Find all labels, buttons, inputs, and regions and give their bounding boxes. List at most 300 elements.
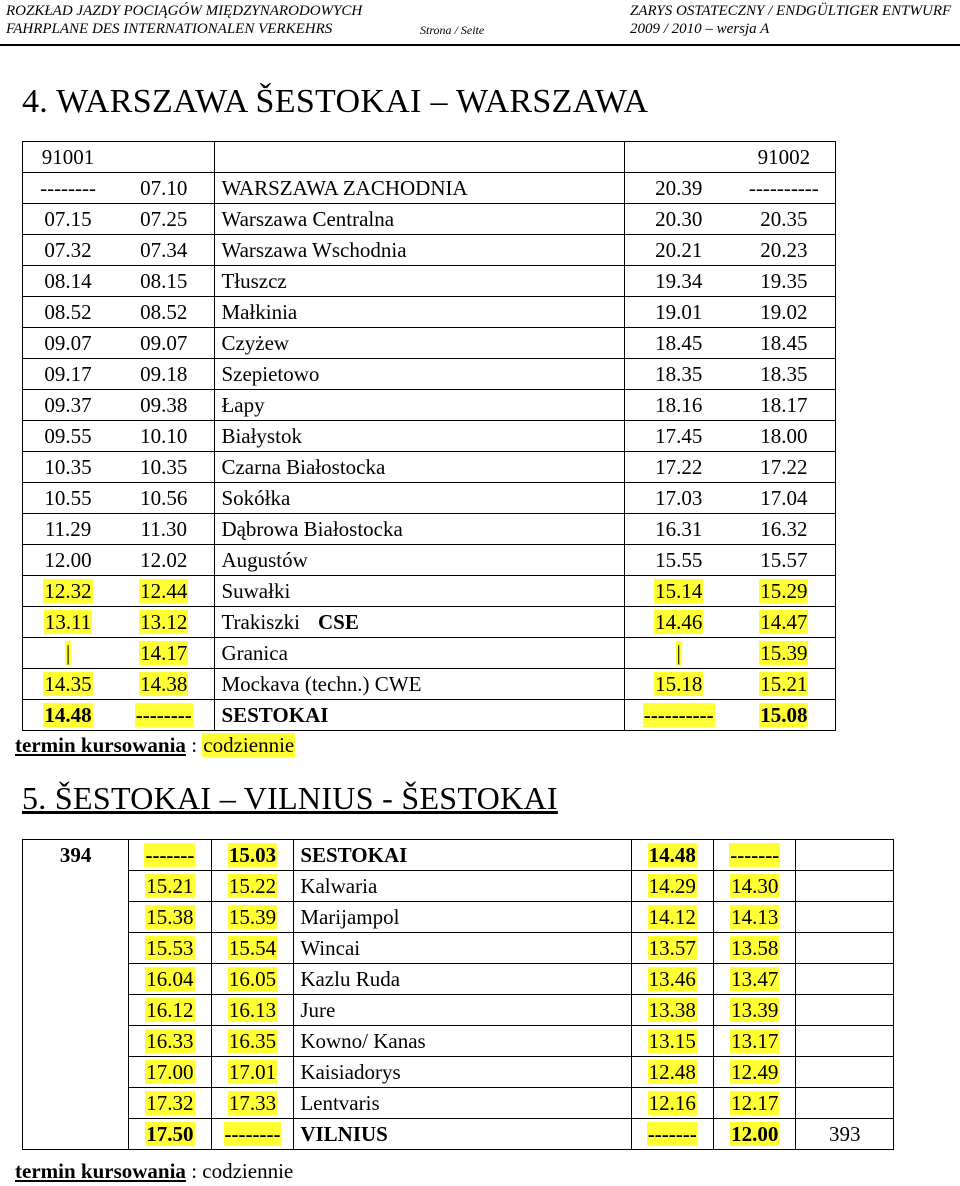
train-number-right: [796, 1119, 894, 1150]
empty-cell: [624, 142, 732, 173]
time-cell: [624, 328, 732, 359]
time-cell: [113, 576, 215, 607]
time-cell: [113, 483, 215, 514]
empty-cell: [23, 1119, 129, 1150]
time-cell: [113, 328, 215, 359]
station-cell-text: Kaisiadorys: [300, 1060, 401, 1084]
time-cell-text: --------: [224, 1122, 281, 1146]
time-cell-text: 15.08: [760, 703, 808, 727]
station-cell: [215, 545, 624, 576]
service-days-note: [15, 733, 295, 758]
empty-cell: [23, 933, 129, 964]
time-cell-text: 10.56: [140, 486, 188, 510]
time-cell-text: 10.55: [44, 486, 92, 510]
time-cell: [23, 173, 114, 204]
time-cell-text: 16.13: [228, 998, 277, 1022]
time-cell: [23, 235, 114, 266]
time-cell-text: 15.53: [146, 936, 194, 960]
time-cell-text: 19.02: [760, 300, 808, 324]
table-row: [23, 266, 836, 297]
time-cell-text: 12.17: [731, 1091, 779, 1115]
time-cell-text: --------: [135, 703, 192, 727]
time-cell: [624, 235, 732, 266]
time-cell: [113, 638, 215, 669]
header-status: ZARYS OSTATECZNY / ENDGÜLTIGER ENTWURF: [630, 3, 952, 19]
station-cell-text: Jure: [300, 998, 336, 1022]
time-cell-text: 18.16: [655, 393, 703, 417]
time-cell: [631, 1088, 713, 1119]
time-cell-text: 16.12: [146, 998, 194, 1022]
station-cell: [215, 266, 624, 297]
station-cell-text: Kowno/ Kanas: [300, 1029, 426, 1053]
time-cell: [714, 1088, 796, 1119]
time-cell-text: 09.55: [44, 424, 92, 448]
station-cell-text: WARSZAWA ZACHODNIA: [221, 176, 468, 200]
station-cell: [215, 452, 624, 483]
time-cell-text: 10.35: [140, 455, 188, 479]
time-cell-text: 13.17: [731, 1029, 779, 1053]
time-cell: [113, 173, 215, 204]
time-cell: [624, 452, 732, 483]
time-cell: [631, 1119, 713, 1150]
empty-cell: [23, 1057, 129, 1088]
time-cell-text: 07.34: [140, 238, 188, 262]
time-cell: [733, 235, 836, 266]
time-cell: [714, 902, 796, 933]
time-cell-text: 16.04: [146, 967, 194, 991]
empty-cell: [23, 964, 129, 995]
time-cell-text: 15.39: [760, 641, 808, 665]
time-cell-text: 16.31: [655, 517, 703, 541]
time-cell-text: -------: [730, 843, 780, 867]
station-cell: [294, 1119, 631, 1150]
station-cell-text: Czarna Białostocka: [221, 455, 386, 479]
station-cell: [294, 964, 631, 995]
time-cell: [113, 607, 215, 638]
station-cell-text: Augustów: [221, 548, 308, 572]
time-cell: [631, 995, 713, 1026]
time-cell-text: 09.38: [140, 393, 188, 417]
time-cell-text: 18.45: [760, 331, 808, 355]
section-title-5: 5. ŠESTOKAI – VILNIUS - ŠESTOKAI: [22, 780, 558, 816]
time-cell: [23, 607, 114, 638]
time-cell-text: 14.12: [648, 905, 696, 929]
time-cell-text: 08.14: [44, 269, 92, 293]
table-row: [23, 359, 836, 390]
time-cell: [113, 514, 215, 545]
time-cell-text: --------: [40, 176, 97, 200]
train-number-left: [23, 142, 114, 173]
time-cell: [631, 1026, 713, 1057]
time-cell-text: 17.00: [146, 1060, 194, 1084]
time-cell: [714, 840, 796, 871]
time-cell: [23, 514, 114, 545]
time-cell-text: 12.48: [648, 1060, 696, 1084]
station-cell: [215, 173, 624, 204]
table-row: [23, 871, 894, 902]
station-cell: [294, 1026, 631, 1057]
table-row: [23, 204, 836, 235]
station-cell-text: Sokółka: [221, 486, 291, 510]
table-row: [23, 483, 836, 514]
time-cell-text: -------: [145, 843, 195, 867]
time-cell-text: 15.29: [760, 579, 808, 603]
table-row: [23, 421, 836, 452]
time-cell-text: 15.55: [655, 548, 703, 572]
empty-cell: [796, 1026, 894, 1057]
station-cell: [215, 700, 624, 731]
empty-cell: [796, 871, 894, 902]
time-cell: [129, 933, 211, 964]
time-cell: [631, 902, 713, 933]
time-cell-text: 15.18: [655, 672, 703, 696]
table-row: [23, 700, 836, 731]
time-cell: [624, 266, 732, 297]
time-cell-text: 13.15: [648, 1029, 696, 1053]
time-cell-text: 14.29: [648, 874, 696, 898]
time-cell-text: 07.10: [140, 176, 188, 200]
time-cell: [211, 840, 294, 871]
table-row: [23, 452, 836, 483]
time-cell: [211, 995, 294, 1026]
time-cell-text: 19.34: [655, 269, 703, 293]
time-cell-text: 14.30: [731, 874, 779, 898]
table-row: [23, 933, 894, 964]
time-cell: [211, 871, 294, 902]
time-cell: [733, 452, 836, 483]
time-cell-text: 08.15: [140, 269, 188, 293]
header-title-pl: ROZKŁAD JAZDY POCIĄGÓW MIĘDZYNARODOWYCH: [6, 3, 363, 19]
station-cell: [215, 421, 624, 452]
time-cell: [113, 235, 215, 266]
time-cell: [211, 933, 294, 964]
time-cell-text: 19.35: [760, 269, 808, 293]
time-cell: [23, 421, 114, 452]
time-cell-text: 18.45: [655, 331, 703, 355]
time-cell-text: ----------: [643, 703, 714, 727]
table-row: [23, 1119, 894, 1150]
time-cell-text: 13.46: [648, 967, 696, 991]
time-cell-text: 14.13: [731, 905, 779, 929]
station-cell-text: Dąbrowa Białostocka: [221, 517, 403, 541]
time-cell: [624, 390, 732, 421]
time-cell-text: 17.33: [228, 1091, 277, 1115]
time-cell: [211, 902, 294, 933]
service-days-label: termin kursowania: [15, 733, 186, 757]
table-row: [23, 328, 836, 359]
time-cell: [113, 421, 215, 452]
table-row: [23, 235, 836, 266]
station-cell: [215, 204, 624, 235]
empty-cell: [796, 840, 894, 871]
empty-cell: [796, 933, 894, 964]
time-cell: [129, 1057, 211, 1088]
station-cell-text: Lentvaris: [300, 1091, 380, 1115]
section-title-4: 4. WARSZAWA ŠESTOKAI – WARSZAWA: [22, 83, 649, 120]
time-cell: [129, 995, 211, 1026]
empty-cell: [796, 995, 894, 1026]
time-cell: [733, 359, 836, 390]
time-cell: [624, 638, 732, 669]
time-cell: [733, 669, 836, 700]
train-number-left-text: 91001: [41, 145, 95, 169]
time-cell: [23, 669, 114, 700]
time-cell-text: 09.07: [44, 331, 92, 355]
time-cell: [113, 452, 215, 483]
empty-cell: [796, 1088, 894, 1119]
time-cell-text: 13.47: [731, 967, 779, 991]
station-cell: [215, 483, 624, 514]
train-number-row: [23, 142, 836, 173]
time-cell-text: 15.14: [655, 579, 703, 603]
time-cell-text: 20.35: [760, 207, 808, 231]
table-row: [23, 390, 836, 421]
time-cell-text: 18.35: [760, 362, 808, 386]
empty-cell: [113, 142, 215, 173]
time-cell: [631, 840, 713, 871]
time-cell: [714, 933, 796, 964]
station-cell-text: Trakiszki: [221, 610, 301, 634]
time-cell-text: 13.12: [140, 610, 188, 634]
time-cell: [113, 700, 215, 731]
time-cell-text: ----------: [748, 176, 819, 200]
border-code: CSE: [318, 610, 359, 634]
time-cell: [733, 204, 836, 235]
time-cell-text: 17.04: [760, 486, 808, 510]
station-cell-text: Białystok: [221, 424, 302, 448]
table-row: [23, 669, 836, 700]
empty-cell: [796, 1057, 894, 1088]
station-cell: [294, 871, 631, 902]
station-cell-text: Suwałki: [221, 579, 291, 603]
time-cell: [624, 545, 732, 576]
time-cell-text: 12.00: [731, 1122, 779, 1146]
time-cell: [714, 1119, 796, 1150]
time-cell: [624, 483, 732, 514]
station-cell-text: Marijampol: [300, 905, 400, 929]
train-number-left: [23, 840, 129, 871]
service-days-sep: :: [185, 733, 203, 757]
time-cell: [624, 669, 732, 700]
station-cell-text: Kazlu Ruda: [300, 967, 401, 991]
empty-cell: [23, 902, 129, 933]
time-cell-text: 17.22: [655, 455, 703, 479]
station-cell-text: SESTOKAI: [221, 703, 329, 727]
time-cell-text: 13.39: [731, 998, 779, 1022]
time-cell: [129, 871, 211, 902]
time-cell: [113, 390, 215, 421]
time-cell-text: 15.54: [228, 936, 277, 960]
station-cell-text: Mockava (techn.) CWE: [221, 672, 422, 696]
time-cell: [211, 1119, 294, 1150]
service-days-note-2: [15, 1159, 293, 1184]
table-row: [23, 902, 894, 933]
time-cell-text: 12.44: [140, 579, 188, 603]
time-cell: [211, 1088, 294, 1119]
time-cell: [113, 266, 215, 297]
time-cell-text: 15.03: [228, 843, 277, 867]
time-cell: [129, 902, 211, 933]
time-cell: [733, 266, 836, 297]
time-cell: [624, 421, 732, 452]
train-number-left-text: 394: [59, 843, 92, 868]
time-cell: [113, 297, 215, 328]
time-cell: [113, 545, 215, 576]
time-cell-text: 18.17: [760, 393, 808, 417]
time-cell-text: 14.46: [655, 610, 703, 634]
time-cell: [129, 1119, 211, 1150]
station-cell-text: Małkinia: [221, 300, 298, 324]
time-cell-text: 14.48: [44, 703, 92, 727]
time-cell: [211, 1057, 294, 1088]
station-cell: [215, 359, 624, 390]
service-days-value: codziennie: [203, 733, 295, 757]
time-cell: [624, 359, 732, 390]
service-days-sep: :: [185, 1159, 203, 1183]
station-cell-text: SESTOKAI: [300, 843, 408, 867]
time-cell: [733, 297, 836, 328]
time-cell-text: 13.11: [44, 610, 92, 634]
time-cell: [714, 964, 796, 995]
station-cell: [215, 607, 624, 638]
station-cell-text: Łapy: [221, 393, 265, 417]
time-cell: [631, 964, 713, 995]
table-row: [23, 514, 836, 545]
time-cell-text: 09.18: [140, 362, 188, 386]
table-row: [23, 840, 894, 871]
table-row: [23, 607, 836, 638]
time-cell-text: 16.33: [146, 1029, 194, 1053]
station-cell: [215, 514, 624, 545]
timetable-warszawa-sestokai: [22, 141, 836, 731]
time-cell: [113, 669, 215, 700]
time-cell-text: 16.35: [228, 1029, 277, 1053]
table-row: [23, 1026, 894, 1057]
station-cell: [294, 902, 631, 933]
time-cell: [631, 933, 713, 964]
time-cell-text: 12.00: [44, 548, 92, 572]
time-cell-text: 20.21: [655, 238, 703, 262]
time-cell-text: 09.07: [140, 331, 188, 355]
service-days-label: termin kursowania: [15, 1159, 186, 1183]
station-cell: [215, 390, 624, 421]
time-cell: [23, 328, 114, 359]
time-cell-text: 11.29: [44, 517, 92, 541]
station-cell: [294, 995, 631, 1026]
time-cell-text: 10.35: [44, 455, 92, 479]
time-cell: [23, 700, 114, 731]
time-cell-text: 13.58: [731, 936, 779, 960]
time-cell: [733, 421, 836, 452]
time-cell-text: 19.01: [655, 300, 703, 324]
time-cell: [211, 1026, 294, 1057]
time-cell: [129, 1088, 211, 1119]
station-cell-text: Tłuszcz: [221, 269, 287, 293]
station-cell: [294, 840, 631, 871]
time-cell: [733, 173, 836, 204]
station-cell: [215, 297, 624, 328]
time-cell: [129, 840, 211, 871]
station-cell-text: Wincai: [300, 936, 361, 960]
time-cell: [733, 638, 836, 669]
time-cell-text: 14.17: [140, 641, 188, 665]
table-row: [23, 638, 836, 669]
time-cell: [714, 1026, 796, 1057]
time-cell: [624, 204, 732, 235]
table-row: [23, 964, 894, 995]
station-cell: [215, 669, 624, 700]
service-days-value: codziennie: [202, 1159, 294, 1183]
station-cell-text: Warszawa Wschodnia: [221, 238, 407, 262]
empty-cell: [796, 902, 894, 933]
time-cell: [23, 266, 114, 297]
time-cell: [624, 607, 732, 638]
time-cell: [129, 1026, 211, 1057]
station-cell: [294, 933, 631, 964]
time-cell-text: 14.48: [648, 843, 696, 867]
station-cell: [294, 1057, 631, 1088]
time-cell-text: 12.16: [648, 1091, 696, 1115]
time-cell-text: 15.57: [760, 548, 808, 572]
time-cell-text: 15.21: [760, 672, 808, 696]
empty-cell: [215, 142, 624, 173]
time-cell: [624, 576, 732, 607]
time-cell-text: 14.38: [140, 672, 188, 696]
time-cell: [733, 390, 836, 421]
station-cell: [215, 328, 624, 359]
header-title-de: FAHRPLANE DES INTERNATIONALEN VERKEHRS: [6, 21, 333, 37]
train-number-right: [733, 142, 836, 173]
page-header: [0, 0, 960, 46]
empty-cell: [23, 871, 129, 902]
time-cell-text: -------: [647, 1122, 697, 1146]
time-cell-text: 16.32: [760, 517, 808, 541]
empty-cell: [23, 995, 129, 1026]
time-cell-text: |: [676, 641, 681, 665]
time-cell: [624, 700, 732, 731]
table-row: [23, 1057, 894, 1088]
time-cell-text: 18.00: [760, 424, 808, 448]
time-cell-text: 18.35: [655, 362, 703, 386]
time-cell-text: 16.05: [228, 967, 277, 991]
time-cell-text: 07.32: [44, 238, 92, 262]
time-cell-text: 17.03: [655, 486, 703, 510]
time-cell-text: 17.50: [146, 1122, 194, 1146]
time-cell: [733, 576, 836, 607]
time-cell: [631, 871, 713, 902]
time-cell-text: 07.25: [140, 207, 188, 231]
time-cell: [23, 638, 114, 669]
time-cell-text: 15.39: [228, 905, 277, 929]
station-cell: [215, 638, 624, 669]
table-row: [23, 1088, 894, 1119]
time-cell-text: 12.02: [140, 548, 188, 572]
time-cell: [733, 607, 836, 638]
time-cell: [23, 483, 114, 514]
station-cell: [215, 235, 624, 266]
station-cell-text: Czyżew: [221, 331, 290, 355]
time-cell-text: 09.17: [44, 362, 92, 386]
time-cell-text: 11.30: [140, 517, 188, 541]
time-cell-text: |: [65, 641, 71, 665]
station-cell-text: VILNIUS: [300, 1122, 388, 1146]
time-cell: [23, 204, 114, 235]
table-row: [23, 995, 894, 1026]
station-cell: [215, 576, 624, 607]
time-cell-text: 15.22: [228, 874, 277, 898]
table-row: [23, 173, 836, 204]
time-cell: [714, 871, 796, 902]
